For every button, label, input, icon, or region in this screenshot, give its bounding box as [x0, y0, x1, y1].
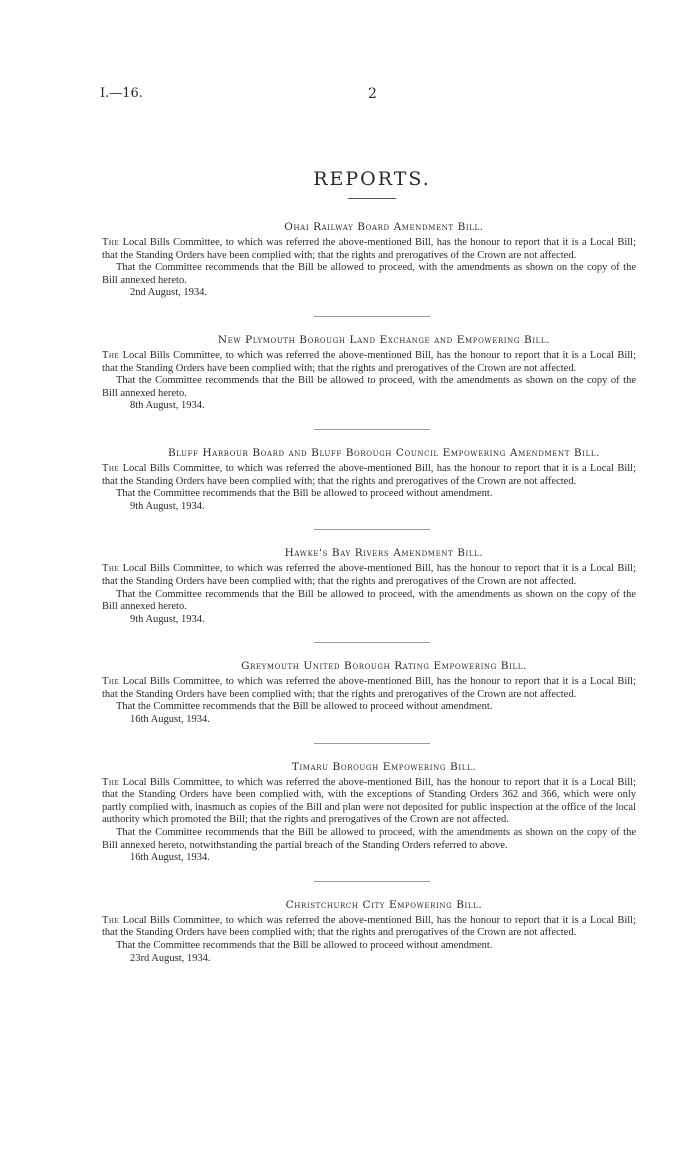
report-date: 16th August, 1934.: [130, 714, 210, 726]
lead-word: The: [102, 776, 120, 788]
report-body: [102, 915, 636, 940]
recommendation: That the Committee recommends that the Bill be allowed to proceed, with the amendments as shown on the copy of the Bill annexed hereto.: [102, 375, 636, 399]
body-text: Local Bills Committee, to which was referred the above-mentioned Bill, has the honour to report that it is a Local Bill; that the Standing Orders have been complied with; that the rights and prerogatives of the Crown are not affected.: [102, 563, 636, 587]
lead-word: The: [102, 462, 120, 474]
lead-word: The: [102, 563, 120, 575]
recommendation: That the Committee recommends that the Bill be allowed to proceed without amendment.: [116, 940, 493, 951]
lead-word: The: [102, 237, 120, 248]
section-divider: [314, 881, 430, 882]
recommendation: That the Committee recommends that the Bill be allowed to proceed, with the amendments as shown on the copy of the Bill annexed hereto, notwithstanding the partial breach of the Standing Orders referred to above.: [102, 827, 636, 851]
title-divider: [348, 198, 396, 199]
section-divider: [314, 642, 430, 643]
report-timaru: [102, 760, 636, 865]
recommendation: That the Committee recommends that the Bill be allowed to proceed without amendment.: [116, 701, 493, 713]
bill-title: Timaru Borough Empowering Bill.: [291, 760, 477, 773]
document-code: I.—16.: [100, 86, 143, 101]
bill-title: Bluff Harbour Board and Bluff Borough Council Empowering Amendment Bill.: [167, 446, 601, 459]
report-ohai: [102, 220, 636, 300]
report-new-plymouth: [102, 333, 636, 413]
body-text: Local Bills Committee, to which was referred the above-mentioned Bill, has the honour to report that it is a Local Bill; that the Standing Orders have been complied with; that the rights and prerogatives of the Crown are not affected.: [102, 349, 636, 374]
recommendation: That the Committee recommends that the Bill be allowed to proceed, with the amendments as shown on the copy of the Bill annexed hereto.: [102, 588, 636, 613]
report-hawkes-bay: [102, 546, 636, 626]
body-text: Local Bills Committee, to which was referred the above-mentioned Bill, has the honour to report that it is a Local Bill; that the Standing Orders have been complied with; that the rights and prerogatives of the Crown are not affected.: [102, 237, 636, 261]
section-divider: [314, 529, 430, 530]
body-text: Local Bills Committee, to which was referred the above-mentioned Bill, has the honour to report that it is a Local Bill; that the Standing Orders have been complied with; that the rights and prerogatives of the Crown are not affected.: [102, 914, 636, 939]
bill-title: Christchurch City Empowering Bill.: [285, 898, 483, 911]
lead-word: The: [102, 349, 120, 361]
report-body: [102, 350, 636, 375]
section-divider: [314, 316, 430, 317]
bill-title: Ohai Railway Board Amendment Bill.: [284, 221, 484, 233]
recommendation: That the Committee recommends that the Bill be allowed to proceed without amendment.: [116, 488, 493, 500]
section-divider: [314, 429, 430, 430]
report-date: 8th August, 1934.: [130, 400, 205, 412]
page-number: 2: [368, 86, 377, 102]
report-date: 23rd August, 1934.: [130, 952, 211, 964]
section-divider: [314, 743, 430, 744]
report-bluff: [102, 446, 636, 513]
report-body: [102, 676, 636, 701]
report-date: 16th August, 1934.: [130, 852, 210, 864]
report-body: [102, 777, 636, 827]
page-title: REPORTS.: [313, 168, 431, 190]
lead-word: The: [102, 914, 120, 926]
reports-list: [102, 220, 636, 965]
bill-title: Hawke's Bay Rivers Amendment Bill.: [284, 547, 484, 560]
report-body: [102, 563, 636, 588]
report-body: [102, 463, 636, 488]
lead-word: The: [102, 676, 120, 688]
recommendation: That the Committee recommends that the Bill be allowed to proceed, with the amendments as shown on the copy of the Bill annexed hereto.: [102, 262, 636, 286]
body-text: Local Bills Committee, to which was referred the above-mentioned Bill, has the honour to report that it is a Local Bill; that the Standing Orders have been complied with, with the exceptions of Standing Orders 362 and 366, which were only partly complied with, inasmuch as copies of the Bill and plan were not deposited for public inspection at the office of the local authority which promoted the Bill; that the rights and prerogatives of the Crown are not affected.: [102, 776, 636, 826]
report-date: 9th August, 1934.: [130, 613, 205, 625]
report-christchurch: [102, 898, 636, 965]
report-greymouth: [102, 659, 636, 726]
body-text: Local Bills Committee, to which was referred the above-mentioned Bill, has the honour to report that it is a Local Bill; that the Standing Orders have been complied with; that the rights and prerogatives of the Crown are not affected.: [102, 462, 636, 487]
body-text: Local Bills Committee, to which was referred the above-mentioned Bill, has the honour to report that it is a Local Bill; that the Standing Orders have been complied with; that the rights and prerogatives of the Crown are not affected.: [102, 676, 636, 700]
report-body: [102, 237, 636, 262]
bill-title: Greymouth United Borough Rating Empowering Bill.: [241, 660, 527, 673]
report-date: 2nd August, 1934.: [130, 287, 208, 299]
bill-title: New Plymouth Borough Land Exchange and Empowering Bill.: [217, 333, 551, 346]
page-header: [0, 86, 700, 106]
report-date: 9th August, 1934.: [130, 500, 205, 512]
